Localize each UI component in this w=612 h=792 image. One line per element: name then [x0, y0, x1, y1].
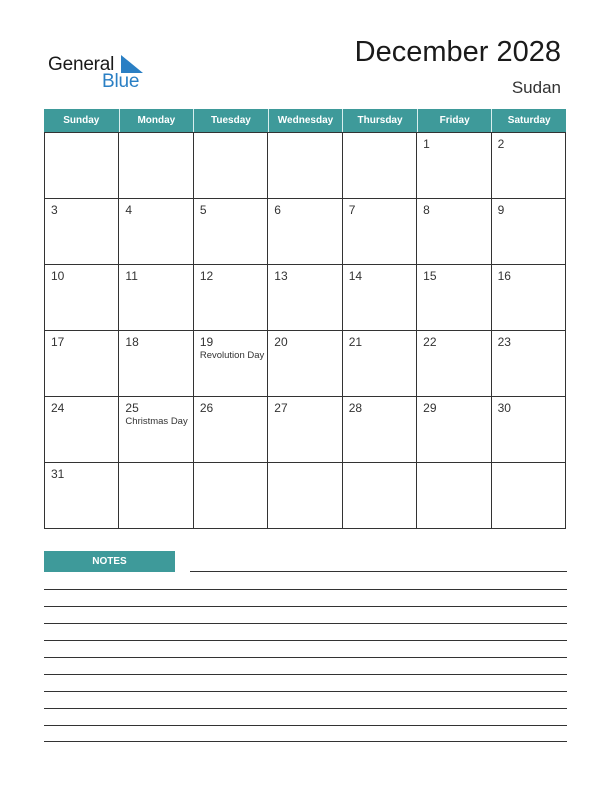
day-cell — [45, 397, 119, 463]
day-cell — [343, 397, 417, 463]
day-cell — [492, 463, 566, 529]
holiday-label: Christmas Day — [125, 416, 188, 427]
note-line — [44, 674, 567, 675]
note-line — [44, 741, 567, 742]
day-cell — [119, 265, 193, 331]
day-cell — [417, 397, 491, 463]
day-number: 20 — [274, 335, 288, 349]
day-cell — [268, 199, 342, 265]
day-cell — [417, 133, 491, 199]
note-line — [190, 571, 567, 572]
note-line — [44, 725, 567, 726]
day-cell — [343, 199, 417, 265]
note-line — [44, 657, 567, 658]
day-cell — [268, 133, 342, 199]
weekday-thursday: Thursday — [342, 109, 417, 132]
day-number: 6 — [274, 203, 281, 217]
page-title: December 2028 — [354, 36, 561, 68]
day-number: 13 — [274, 269, 288, 283]
weekday-wednesday: Wednesday — [268, 109, 343, 132]
day-cell — [417, 463, 491, 529]
day-cell — [492, 199, 566, 265]
day-cell — [268, 331, 342, 397]
day-number: 23 — [497, 335, 511, 349]
day-number: 4 — [125, 203, 133, 217]
weekday-sunday: Sunday — [63, 115, 100, 126]
day-cell — [343, 265, 417, 331]
day-number: 5 — [199, 203, 207, 217]
day-cell — [492, 331, 566, 397]
weekday-saturday: Saturday — [491, 109, 566, 132]
day-cell — [417, 199, 491, 265]
notes-label: NOTES — [44, 551, 175, 572]
note-line — [44, 606, 567, 607]
day-cell — [268, 397, 342, 463]
day-cell — [194, 463, 268, 529]
day-cell — [194, 331, 268, 397]
day-number: 11 — [125, 269, 138, 283]
holiday-label: Revolution Day — [199, 350, 265, 361]
day-number: 19 — [199, 335, 214, 349]
weekday-header-row — [44, 109, 566, 132]
generalblue-logo — [48, 53, 158, 93]
note-line — [44, 691, 567, 692]
day-cell — [417, 331, 491, 397]
day-number: 12 — [199, 269, 214, 283]
day-cell — [268, 265, 342, 331]
day-cell — [194, 265, 268, 331]
day-cell — [194, 199, 268, 265]
weekday-monday: Monday — [119, 109, 194, 132]
day-number: 3 — [51, 203, 58, 217]
day-cell — [45, 199, 119, 265]
calendar-grid — [44, 132, 566, 529]
day-cell — [119, 133, 193, 199]
day-number: 26 — [199, 401, 214, 415]
calendar — [44, 109, 566, 529]
day-number: 25 — [125, 401, 139, 415]
day-number: 31 — [51, 467, 65, 481]
day-cell — [194, 133, 268, 199]
day-number: 22 — [423, 335, 437, 349]
day-cell — [45, 133, 119, 199]
day-cell — [119, 397, 193, 463]
day-cell — [343, 331, 417, 397]
day-cell — [194, 397, 268, 463]
note-line — [44, 640, 567, 641]
day-number: 29 — [423, 401, 437, 415]
day-cell — [492, 133, 566, 199]
day-number: 1 — [423, 137, 430, 151]
day-cell — [268, 463, 342, 529]
weekday-tuesday: Tuesday — [193, 109, 268, 132]
note-line — [44, 623, 567, 624]
day-cell — [343, 463, 417, 529]
day-number: 7 — [348, 203, 356, 217]
day-number: 30 — [497, 401, 511, 415]
day-number: 18 — [125, 335, 139, 349]
logo-text-general: General — [48, 54, 115, 75]
note-line — [44, 708, 567, 709]
day-number: 15 — [423, 269, 437, 283]
day-number: 14 — [348, 269, 363, 283]
day-cell — [343, 133, 417, 199]
note-line — [44, 589, 567, 590]
day-number: 24 — [51, 401, 65, 415]
day-cell — [45, 331, 119, 397]
day-cell — [492, 265, 566, 331]
day-number: 16 — [497, 269, 511, 283]
country-label: Sudan — [511, 78, 561, 97]
day-number: 17 — [51, 335, 65, 349]
day-cell — [45, 265, 119, 331]
day-cell — [119, 199, 193, 265]
day-number: 28 — [348, 401, 363, 415]
day-number: 21 — [348, 335, 363, 349]
day-cell — [45, 463, 119, 529]
day-number: 27 — [274, 401, 288, 415]
day-number: 10 — [51, 269, 65, 283]
day-cell — [119, 331, 193, 397]
day-cell — [417, 265, 491, 331]
weekday-friday: Friday — [417, 109, 492, 132]
day-number: 9 — [497, 203, 505, 217]
day-number: 8 — [423, 203, 430, 217]
day-cell — [492, 397, 566, 463]
day-cell — [119, 463, 193, 529]
logo-text-blue: Blue — [102, 71, 140, 92]
day-number: 2 — [497, 137, 505, 151]
